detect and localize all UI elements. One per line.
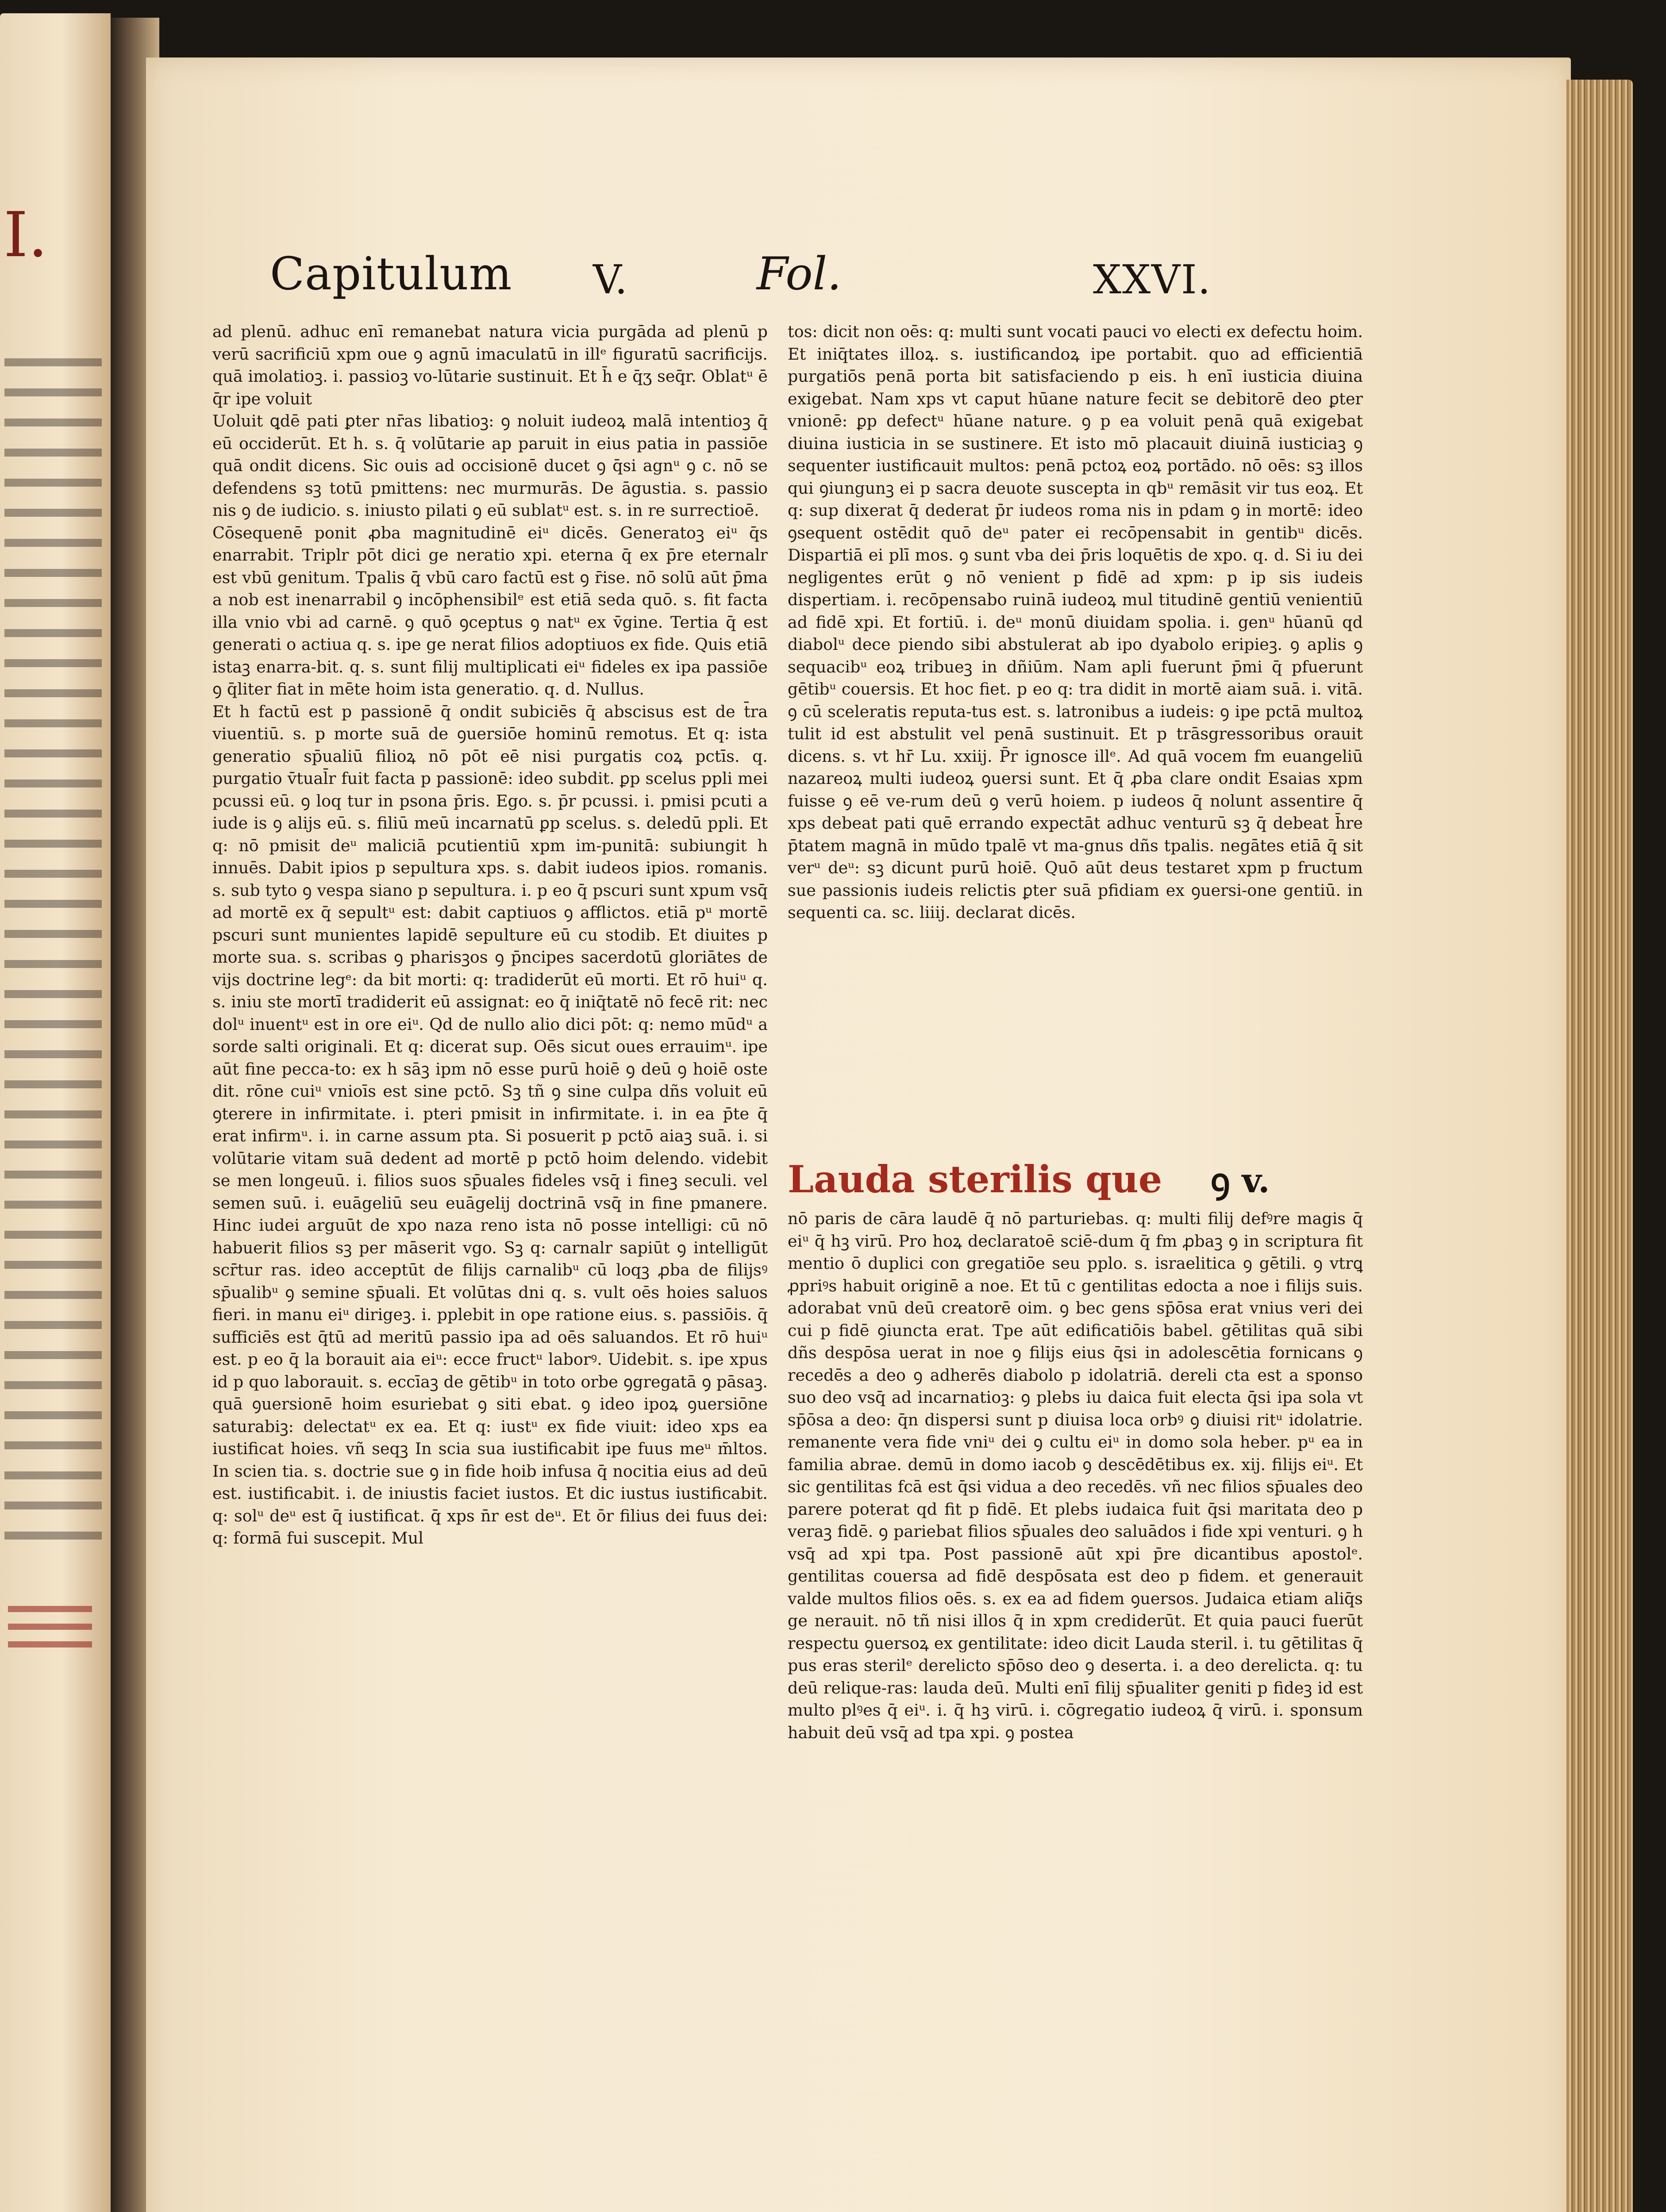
text-column-right-top (788, 321, 1363, 924)
lemma-number: ꝯ v. (1210, 1161, 1270, 1200)
facing-page-left (0, 13, 111, 2212)
running-header-chapter: V. (593, 257, 627, 303)
lemma-text: Lauda sterilis que (788, 1157, 1162, 1201)
paragraph: Cōsequenē ponit ꝓba magnitudinē eiᵘ dicēs. Generatoꝫ eiᵘ q̄s enarrabit. Triplr pōt dici ge neratio xpi. eterna q̄ ex p̄re eternalr est vbū genitum. Tpalis q̄ vbū caro factū est ꝯ r̄ise. nō solū aūt p̄ma a nob est inenarrabil ꝯ incōphensibilᵉ est etiā seda quō. s. fit facta illa vnio vbi ad carnē. ꝯ quō ꝯceptus ꝯ natᵘ ex v̄gine. Tertia q̄ est generati o actiua q. s. ipe ge nerat filios adoptiuos ex fide. Quis etiā istaꝫ enarra-bit. q. s. sunt filij multiplicati eiᵘ fideles ex ipa passiōe ꝯ q̄liter fiat in mēte hoim ista generatio. q. d. Nullus. (212, 523, 768, 699)
page-edge-stack (1566, 80, 1633, 2212)
running-header-title: Capitulum (270, 248, 512, 300)
paragraph: tos: dicit non oēs: q: multi sunt vocati pauci vo electi ex defectu hoim. Et iniq̄tates illoꝝ. s. iustificandoꝝ ipe portabit. quo ad efficientiā purgatiōs penā porta bit satisfaciendo p eis. h enī iusticia diuina exigebat. Nam xps vt caput hūane nature fecit se debitorē deo ꝑter vnionē: ꝑp defectᵘ hūane nature. ꝯ p ea voluit penā quā exigebat diuina iusticia in se sustinere. Et isto mō placauit diuinā iusticiaꝫ ꝯ sequenter iustificauit multos: penā pctoꝝ eoꝝ portādo. nō oēs: sꝫ illos qui ꝯiungunꝫ ei p sacra deuote suscepta in qbᵘ remāsit vir tus eoꝝ. Et q: sup dixerat q̄ dederat p̄r iudeos roma nis in pdam ꝯ in mortē: ideo ꝯsequent ostēdit quō deᵘ pater ei recōpensabit in gentibᵘ dicēs. Dispartiā ei plī mos. ꝯ sunt vba dei p̄ris loquētis de xpo. q. d. Si iu dei negligentes erūt ꝯ nō venient p fidē ad xpm: p ip sis iudeis dispertiam. i. recōpensabo ruinā iudeoꝝ mul titudinē gentiū venientiū ad fidē xpi. Et fortiū. i. deᵘ monū diuidam spolia. i. genᵘ hūanū qd diabolᵘ dece piendo sibi abstulerat ab ipo dyabolo eripieꝫ. ꝯ aplis ꝯ sequacibᵘ eoꝝ tribueꝫ in dñiūm. Nam apli fuerunt p̄mi q̄ pfuerunt gētibᵘ couersis. Et hoc fiet. p eo q: tra didit in mortē aiam suā. i. vitā. ꝯ cū sceleratis reputa-tus est. s. latronibus a iudeis: ꝯ ipe pctā multoꝝ tulit id est abstulit vel penā sustinuit. Et p trāsgressoribus orauit dicens. s. vt hr̄ Lu. xxiij. P̄r ignosce illᵉ. Ad quā vocem fm euangeliū nazareoꝝ multi iudeoꝝ ꝯuersi sunt. Et q̄ ꝓba clare ondit Esaias xpm fuisse ꝯ eē ve-rum deū ꝯ verū hoiem. p iudeos q̄ nolunt assentire q̄ xps debeat pati quē errando expectāt adhuc venturū sꝫ q̄ debeat h̄re p̄tatem magnā in mūdo tpalē vt ma-gnus dñs tpalis. negātes etiā q̄ sit verᵘ deᵘ: sꝫ dicunt purū hoiē. Quō aūt deus testaret xpm p fructum sue passionis iudeis relictis ꝑter suā pfidiam ex ꝯuersi-one gentiū. in sequenti ca. sc. liiij. declarat dicēs. (788, 322, 1363, 922)
facing-page-text-block (4, 358, 102, 1553)
facing-page-rubric-block (8, 1606, 92, 1659)
running-header-folio-number: XXVI. (1093, 257, 1212, 303)
text-column-left (212, 321, 768, 1550)
paragraph: Uoluit ꝗdē pati ꝑter nr̄as libatioꝫ: ꝯ noluit iudeoꝝ malā intentioꝫ q̄ eū occiderūt. Et h. s. q̄ volūtarie ap paruit in eius patia in passiōe quā ondit dicens. Sic ouis ad occisionē ducet ꝯ q̄si agnᵘ ꝯ c. nō se defendens sꝫ totū pmittens: nec murmurās. De āgustia. s. passio nis ꝯ de iudicio. s. iniusto pilati ꝯ eū sublatᵘ est. s. in re surrectioē. (212, 411, 768, 520)
running-header-fol-label: Fol. (757, 248, 842, 300)
lemma-heading (788, 1157, 1270, 1202)
facing-page-mark: I. (4, 199, 48, 271)
paragraph: ad plenū. adhuc enī remanebat natura vicia purgāda ad plenū p verū sacrificiū xpm oue ꝯ agnū imaculatū in illᵉ figuratū sacrificijs. quā imolatioꝫ. i. passioꝫ vo-lūtarie sustinuit. Et h̄ e q̄ʒ seq̄r. Oblatᵘ ē q̄r ipe voluit (212, 322, 768, 408)
paragraph: Et h factū est p passionē q̄ ondit subiciēs q̄ abscisus est de t̄ra viuentiū. s. p morte suā de ꝯuersiōe hominū remotus. Et q: ista generatio sp̄ualiū filioꝝ nō pōt eē nisi purgatis coꝝ pctīs. q. purgatio v̄tual̄r fuit facta p passionē: ideo subdit. ꝑp scelus ppli mei pcussi eū. ꝯ loq tur in psona p̄ris. Ego. s. p̄r pcussi. i. pmisi pcuti a iude is ꝯ alijs eū. s. filiū meū incarnatū ꝑp scelus. s. deledū ppli. Et q: nō pmisit deᵘ maliciā pcutientiū xpm im-punitā: subiungit h innuēs. Dabit ipios p sepultura xps. s. dabit iudeos ipios. romanis. s. sub tyto ꝯ vespa siano p sepultura. i. p eo q̄ pscuri sunt xpum vsq̄ ad mortē ex q̄ sepultᵘ est: dabit captiuos ꝯ afflictos. etiā pᵘ mortē pscuri sunt munientes lapidē sepulture eū cu stodib. Et diuites p morte sua. s. scribas ꝯ pharisꝫos ꝯ p̄ncipes sacerdotū gloriātes de vijs doctrine legᵉ: da bit morti: q: tradiderūt eū morti. Et rō huiᵘ q. s. iniu ste mortī tradiderit eū assignat: eo q̄ iniq̄tatē nō fecē rit: nec dolᵘ inuentᵘ est in ore eiᵘ. Qd de nullo alio dici pōt: q: nemo mūdᵘ a sorde salti originali. Et q: dicerat sup. Oēs sicut oues errauimᵘ. ipe aūt fine pecca-to: ex h sāꝫ ipm nō esse purū hoiē ꝯ deū ꝯ hoiē oste dit. rōne cuiᵘ vnioīs est sine pctō. Sꝫ tñ ꝯ sine culpa dñs voluit eū ꝯterere in infirmitate. i. pteri pmisit in infirmitate. i. in ea p̄te q̄ erat infirmᵘ. i. in carne assum pta. Si posuerit p pctō aiaꝫ suā. i. si volūtarie vitam suā dedent ad mortē p pctō hoim delendo. videbit se men longeuū. i. filios suos sp̄uales fideles vsq̄ i fineꝫ seculi. vel semen suū. i. euāgeliū seu euāgelij doctrinā vsq̄ in fine pmanere. Hinc iudei arguūt de xpo naza reno ista nō posse intelligi: cū nō habuerit filios sꝫ per māserit vgo. Sꝫ q: carnalr sapiūt ꝯ intelligūt scr̄tur ras. ideo acceptūt de filijs carnalibᵘ cū loqꝫ ꝓba de filijsꝰ sp̄ualibᵘ ꝯ semine sp̄uali. Et volūtas dni q. s. vult oēs hoies saluos fieri. in manu eiᵘ dirigeꝫ. i. pplebit in ope ratione eius. s. passiōis. q̄ sufficiēs est q̄tū ad meritū passio ipa ad oēs saluandos. Et rō huiᵘ est. p eo q̄ la borauit aia eiᵘ: ecce fructᵘ laborꝰ. Uidebit. s. ipe xpus id p quo laborauit. s. eccīaꝫ de gētibᵘ in toto orbe ꝯgregatā ꝯ pāsaꝫ. quā ꝯuersionē hoim esuriebat ꝯ siti ebat. ꝯ ideo ipoꝝ ꝯuersiōne saturabiꝫ: delectatᵘ ex ea. Et q: iustᵘ ex fide viuit: ideo xps ea iustificat hoies. vñ seqꝫ In scia sua iustificabit ipe fuus meᵘ m̄ltos. In scien tia. s. doctrie sue ꝯ in fide hoib infusa q̄ nocitia eius ad deū est. iustificabit. i. de iniustis faciet iustos. Et dic iustus iustificabit. q: solᵘ deᵘ est q̄ iustificat. q̄ xps n̄r est deᵘ. Et ōr filius dei fuus dei: q: formā fui suscepit. Mul (212, 702, 768, 1548)
paragraph: nō paris de cāra laudē q̄ nō parturiebas. q: multi filij defꝰre magis q̄ eiᵘ q̄ hꝫ virū. Pro hoꝝ declaratoē sciē-dum q̄ fm ꝓbaꝫ ꝯ in scriptura fit mentio ō duplici con gregatiōe seu pplo. s. israelitica ꝯ gētili. ꝯ vtrꝗ ꝓpriꝰs habuit originē a noe. Et tū c gentilitas edocta a noe i filijs suis. adorabat vnū deū creatorē oim. ꝯ bec gens sp̄ōsa erat vnius veri dei cui p fidē ꝯiuncta erat. Tpe aūt edificatiōis babel. gētilitas quā sibi dñs despōsa uerat in noe ꝯ filijs eius q̄si in adolescētia fornicans ꝯ recedēs a deo ꝯ adherēs diabolo p idolatriā. dereli cta est a sponso suo deo vsq̄ ad incarnatioꝫ: ꝯ plebs iu daica fuit electa q̄si ipa sola vt sp̄ōsa a deo: q̄n dispersi sunt p diuisa loca orbꝰ ꝯ diuisi ritᵘ idolatrie. remanente vera fide vniᵘ dei ꝯ cultu eiᵘ in domo sola heber. pᵘ ea in familia abrae. demū in domo iacob ꝯ descēdētibus ex. xij. filijs eiᵘ. Et sic gentilitas fcā est q̄si vidua a deo recedēs. vñ nec filios sp̄uales deo parere poterat qd fit p fidē. Et plebs iudaica fuit q̄si maritata deo p veraꝫ fidē. ꝯ pariebat filios sp̄uales deo saluādos i fide xpi venturi. ꝯ h vsq̄ ad xpi tpa. Post passionē aūt xpi p̄re dicantibus apostolᵉ. gentilitas couersa ad fidē despōsata est deo p fidem. et generauit valde multos filios oēs. s. ex ea ad fidem ꝯuersos. Judaica etiam aliq̄s ge nerauit. nō tñ nisi illos q̄ in xpm crediderūt. Et quia pauci fuerūt respectu ꝯuersoꝝ ex gentilitate: ideo dicit Lauda steril. i. tu gētilitas q̄ pus eras sterilᵉ derelicto sp̄ōso deo ꝯ deserta. i. a deo derelicta. q: tu deū relique-ras: lauda deū. Multi enī filij sp̄ualiter geniti p fideꝫ id est multo plꝰes q̄ eiᵘ. i. q̄ hꝫ virū. i. cōgregatio iudeoꝝ q̄ virū. i. sponsum habuit deū vsq̄ ad tpa xpi. ꝯ postea (788, 1209, 1363, 1742)
text-column-right-bottom (788, 1208, 1363, 1744)
